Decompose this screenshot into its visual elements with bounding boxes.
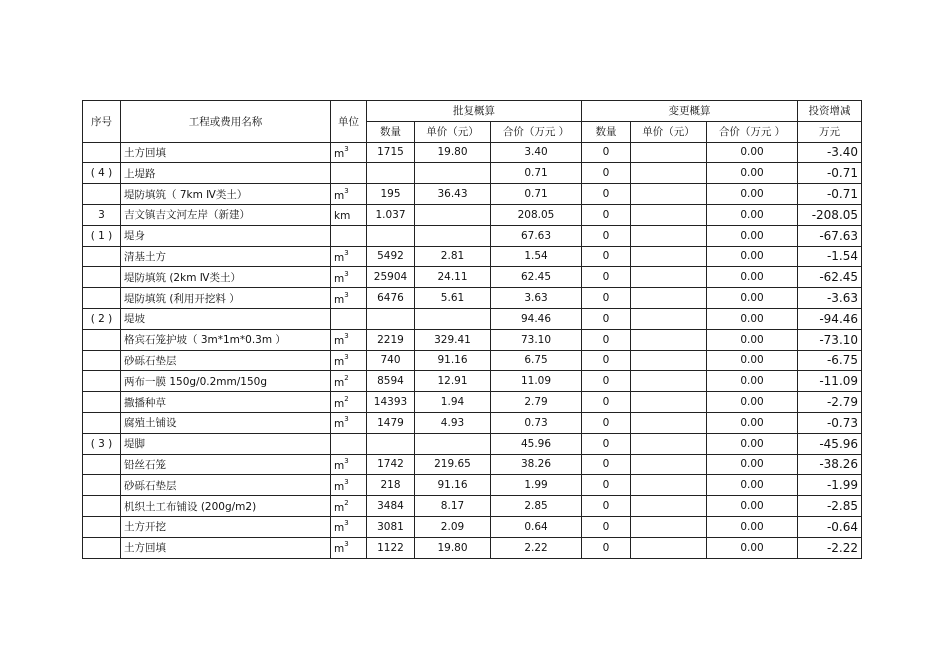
- row-qty-changed: 0: [582, 475, 631, 496]
- row-qty: 1715: [367, 142, 415, 163]
- row-price: 8.17: [415, 496, 491, 517]
- unit-exponent: 3: [344, 186, 349, 195]
- unit-exponent: 3: [344, 477, 349, 486]
- row-seq: [83, 246, 121, 267]
- row-total: 3.40: [491, 142, 582, 163]
- row-qty: 1742: [367, 454, 415, 475]
- row-seq: ( 2 ): [83, 308, 121, 329]
- header-qty-changed: 数量: [582, 121, 631, 142]
- row-diff: -11.09: [798, 371, 862, 392]
- row-qty-changed: 0: [582, 288, 631, 309]
- row-price-changed: [631, 204, 707, 225]
- row-seq: [83, 142, 121, 163]
- row-price: 2.09: [415, 516, 491, 537]
- unit-exponent: 3: [344, 540, 349, 549]
- row-price: 91.16: [415, 475, 491, 496]
- header-approved: 批复概算: [367, 101, 582, 122]
- row-qty-changed: 0: [582, 454, 631, 475]
- row-qty: 1.037: [367, 204, 415, 225]
- row-seq: [83, 329, 121, 350]
- unit-text: m: [334, 293, 345, 306]
- row-name: 堤身: [121, 225, 331, 246]
- row-price-changed: [631, 288, 707, 309]
- row-seq: [83, 454, 121, 475]
- row-name: 土方回填: [121, 142, 331, 163]
- row-qty: 6476: [367, 288, 415, 309]
- table-row: [83, 454, 862, 475]
- row-total-changed: 0.00: [707, 412, 798, 433]
- unit-exponent: 3: [344, 144, 349, 153]
- row-qty: 3484: [367, 496, 415, 517]
- row-total: 2.22: [491, 537, 582, 558]
- row-total-changed: 0.00: [707, 163, 798, 184]
- header-delta-unit: 万元: [798, 121, 862, 142]
- table-row: [83, 350, 862, 371]
- row-qty-changed: 0: [582, 142, 631, 163]
- row-price-changed: [631, 142, 707, 163]
- row-seq: ( 3 ): [83, 433, 121, 454]
- row-total: 3.63: [491, 288, 582, 309]
- row-name: 清基土方: [121, 246, 331, 267]
- row-qty-changed: 0: [582, 392, 631, 413]
- row-price: 19.80: [415, 537, 491, 558]
- row-name: 腐殖土铺设: [121, 412, 331, 433]
- row-total: 94.46: [491, 308, 582, 329]
- row-price-changed: [631, 371, 707, 392]
- row-price-changed: [631, 516, 707, 537]
- row-unit: [331, 433, 367, 454]
- header-seq: 序号: [83, 101, 121, 143]
- row-diff: -45.96: [798, 433, 862, 454]
- row-diff: -0.73: [798, 412, 862, 433]
- row-name: 堤防填筑 (2km Ⅳ类土）: [121, 267, 331, 288]
- row-total-changed: 0.00: [707, 392, 798, 413]
- row-diff: -62.45: [798, 267, 862, 288]
- unit-text: m: [334, 501, 345, 514]
- row-qty-changed: 0: [582, 163, 631, 184]
- unit-text: m: [334, 418, 345, 431]
- row-price: [415, 308, 491, 329]
- unit-text: m: [334, 147, 345, 160]
- row-price-changed: [631, 184, 707, 205]
- row-qty: 8594: [367, 371, 415, 392]
- row-price-changed: [631, 267, 707, 288]
- unit-exponent: 2: [344, 498, 349, 507]
- row-total-changed: 0.00: [707, 308, 798, 329]
- row-price: 1.94: [415, 392, 491, 413]
- row-qty-changed: 0: [582, 433, 631, 454]
- table-row: [83, 516, 862, 537]
- row-seq: [83, 516, 121, 537]
- row-name: 堤脚: [121, 433, 331, 454]
- table-row: [83, 225, 862, 246]
- row-qty-changed: 0: [582, 204, 631, 225]
- header-delta: 投资增减: [798, 101, 862, 122]
- unit-exponent: 3: [344, 332, 349, 341]
- row-total: 73.10: [491, 329, 582, 350]
- row-qty-changed: 0: [582, 246, 631, 267]
- row-total-changed: 0.00: [707, 267, 798, 288]
- row-total-changed: 0.00: [707, 496, 798, 517]
- table-row: [83, 433, 862, 454]
- row-name: 堤防填筑（ 7km Ⅳ类土）: [121, 184, 331, 205]
- table-row: [83, 537, 862, 558]
- header-changed: 变更概算: [582, 101, 798, 122]
- row-diff: -67.63: [798, 225, 862, 246]
- unit-text: m: [334, 355, 345, 368]
- row-total-changed: 0.00: [707, 433, 798, 454]
- table-row: [83, 329, 862, 350]
- row-diff: -3.63: [798, 288, 862, 309]
- table-body: [83, 142, 862, 558]
- row-total: 38.26: [491, 454, 582, 475]
- header-unit: 单位: [331, 101, 367, 143]
- row-qty: 740: [367, 350, 415, 371]
- row-price: 329.41: [415, 329, 491, 350]
- table-row: [83, 142, 862, 163]
- unit-text: m: [334, 272, 345, 285]
- row-total-changed: 0.00: [707, 475, 798, 496]
- row-qty-changed: 0: [582, 267, 631, 288]
- row-unit: [331, 516, 367, 537]
- table-row: [83, 475, 862, 496]
- row-diff: -2.22: [798, 537, 862, 558]
- row-total-changed: 0.00: [707, 537, 798, 558]
- row-unit: [331, 454, 367, 475]
- header-qty: 数量: [367, 121, 415, 142]
- row-qty-changed: 0: [582, 329, 631, 350]
- row-name: 铅丝石笼: [121, 454, 331, 475]
- unit-text: m: [334, 189, 345, 202]
- row-price-changed: [631, 308, 707, 329]
- header-name: 工程或费用名称: [121, 101, 331, 143]
- row-total: 6.75: [491, 350, 582, 371]
- row-price-changed: [631, 454, 707, 475]
- unit-exponent: 3: [344, 519, 349, 528]
- row-unit: [331, 308, 367, 329]
- row-total-changed: 0.00: [707, 225, 798, 246]
- unit-exponent: 2: [344, 394, 349, 403]
- row-diff: -0.71: [798, 184, 862, 205]
- row-total: 2.85: [491, 496, 582, 517]
- row-unit: [331, 204, 367, 225]
- row-diff: -2.85: [798, 496, 862, 517]
- row-name: 砂砾石垫层: [121, 350, 331, 371]
- row-qty-changed: 0: [582, 412, 631, 433]
- row-name: 砂砾石垫层: [121, 475, 331, 496]
- row-total-changed: 0.00: [707, 516, 798, 537]
- row-price-changed: [631, 350, 707, 371]
- row-price: [415, 163, 491, 184]
- row-seq: [83, 288, 121, 309]
- row-total-changed: 0.00: [707, 246, 798, 267]
- table-row: [83, 288, 862, 309]
- header-total: 合价（万元 ）: [491, 121, 582, 142]
- row-qty: 1479: [367, 412, 415, 433]
- row-seq: [83, 496, 121, 517]
- row-diff: -3.40: [798, 142, 862, 163]
- row-qty-changed: 0: [582, 371, 631, 392]
- row-price-changed: [631, 537, 707, 558]
- row-qty: 5492: [367, 246, 415, 267]
- row-unit: [331, 475, 367, 496]
- row-qty: 25904: [367, 267, 415, 288]
- row-qty-changed: 0: [582, 350, 631, 371]
- row-total-changed: 0.00: [707, 184, 798, 205]
- row-total-changed: 0.00: [707, 204, 798, 225]
- row-price: 4.93: [415, 412, 491, 433]
- header-total-changed: 合价（万元 ）: [707, 121, 798, 142]
- row-total: 11.09: [491, 371, 582, 392]
- row-diff: -2.79: [798, 392, 862, 413]
- unit-text: km: [334, 210, 351, 223]
- table-row: [83, 392, 862, 413]
- unit-text: m: [334, 543, 345, 556]
- unit-text: m: [334, 335, 345, 348]
- table-row: [83, 412, 862, 433]
- row-name: 两布一膜 150g/0.2mm/150g: [121, 371, 331, 392]
- row-name: 堤防填筑 (利用开挖料 ）: [121, 288, 331, 309]
- row-seq: ( 4 ): [83, 163, 121, 184]
- row-total-changed: 0.00: [707, 329, 798, 350]
- unit-exponent: 3: [344, 248, 349, 257]
- row-diff: -6.75: [798, 350, 862, 371]
- row-price: 19.80: [415, 142, 491, 163]
- row-unit: [331, 246, 367, 267]
- row-price-changed: [631, 412, 707, 433]
- unit-exponent: 3: [344, 415, 349, 424]
- row-total: 45.96: [491, 433, 582, 454]
- row-qty: 2219: [367, 329, 415, 350]
- header-price-changed: 单价（元）: [631, 121, 707, 142]
- unit-exponent: 3: [344, 352, 349, 361]
- row-unit: [331, 350, 367, 371]
- row-unit: [331, 142, 367, 163]
- row-seq: 3: [83, 204, 121, 225]
- row-name: 土方回填: [121, 537, 331, 558]
- row-unit: [331, 288, 367, 309]
- row-unit: [331, 392, 367, 413]
- row-total: 208.05: [491, 204, 582, 225]
- row-qty: [367, 163, 415, 184]
- header-price: 单价（元）: [415, 121, 491, 142]
- table-row: [83, 308, 862, 329]
- row-total: 0.71: [491, 184, 582, 205]
- row-price-changed: [631, 475, 707, 496]
- row-total-changed: 0.00: [707, 454, 798, 475]
- row-diff: -208.05: [798, 204, 862, 225]
- row-diff: -1.99: [798, 475, 862, 496]
- row-price-changed: [631, 496, 707, 517]
- row-diff: -38.26: [798, 454, 862, 475]
- row-total: 0.64: [491, 516, 582, 537]
- row-seq: [83, 371, 121, 392]
- row-price: [415, 433, 491, 454]
- row-total: 67.63: [491, 225, 582, 246]
- row-unit: [331, 329, 367, 350]
- table-row: [83, 246, 862, 267]
- row-total: 62.45: [491, 267, 582, 288]
- row-seq: [83, 350, 121, 371]
- row-price: 12.91: [415, 371, 491, 392]
- row-unit: [331, 225, 367, 246]
- row-seq: [83, 475, 121, 496]
- table-row: [83, 184, 862, 205]
- unit-text: m: [334, 251, 345, 264]
- row-price-changed: [631, 329, 707, 350]
- row-diff: -94.46: [798, 308, 862, 329]
- unit-text: m: [334, 376, 345, 389]
- row-price-changed: [631, 433, 707, 454]
- row-diff: -0.64: [798, 516, 862, 537]
- unit-exponent: 3: [344, 269, 349, 278]
- row-total-changed: 0.00: [707, 350, 798, 371]
- row-qty: 218: [367, 475, 415, 496]
- row-total: 0.73: [491, 412, 582, 433]
- row-seq: [83, 184, 121, 205]
- row-total-changed: 0.00: [707, 371, 798, 392]
- row-price-changed: [631, 392, 707, 413]
- row-qty: 14393: [367, 392, 415, 413]
- row-total-changed: 0.00: [707, 142, 798, 163]
- row-unit: [331, 537, 367, 558]
- row-qty: [367, 433, 415, 454]
- row-price: [415, 225, 491, 246]
- row-seq: [83, 412, 121, 433]
- unit-text: m: [334, 459, 345, 472]
- row-qty-changed: 0: [582, 537, 631, 558]
- row-seq: [83, 537, 121, 558]
- unit-exponent: 3: [344, 456, 349, 465]
- row-qty: [367, 308, 415, 329]
- unit-text: m: [334, 397, 345, 410]
- row-seq: [83, 267, 121, 288]
- budget-table: [82, 100, 862, 559]
- row-name: 吉文镇吉文河左岸（新建）: [121, 204, 331, 225]
- row-qty: [367, 225, 415, 246]
- unit-exponent: 2: [344, 373, 349, 382]
- row-name: 机织土工布铺设 (200g/m2): [121, 496, 331, 517]
- unit-text: m: [334, 480, 345, 493]
- row-total: 0.71: [491, 163, 582, 184]
- row-qty-changed: 0: [582, 308, 631, 329]
- row-unit: [331, 184, 367, 205]
- table-row: [83, 204, 862, 225]
- row-diff: -73.10: [798, 329, 862, 350]
- row-total: 1.54: [491, 246, 582, 267]
- row-price: 219.65: [415, 454, 491, 475]
- row-price: 5.61: [415, 288, 491, 309]
- row-qty-changed: 0: [582, 516, 631, 537]
- row-price-changed: [631, 246, 707, 267]
- row-unit: [331, 412, 367, 433]
- unit-text: m: [334, 522, 345, 535]
- table-row: [83, 163, 862, 184]
- row-unit: [331, 496, 367, 517]
- row-diff: -0.71: [798, 163, 862, 184]
- row-price: 36.43: [415, 184, 491, 205]
- table-header: [83, 101, 862, 143]
- row-total: 1.99: [491, 475, 582, 496]
- unit-exponent: 3: [344, 290, 349, 299]
- row-price-changed: [631, 163, 707, 184]
- row-seq: ( 1 ): [83, 225, 121, 246]
- row-qty: 3081: [367, 516, 415, 537]
- row-diff: -1.54: [798, 246, 862, 267]
- row-qty: 195: [367, 184, 415, 205]
- row-price: [415, 204, 491, 225]
- row-seq: [83, 392, 121, 413]
- row-total: 2.79: [491, 392, 582, 413]
- row-name: 上堤路: [121, 163, 331, 184]
- row-name: 撒播种草: [121, 392, 331, 413]
- row-price: 91.16: [415, 350, 491, 371]
- row-qty: 1122: [367, 537, 415, 558]
- row-price: 24.11: [415, 267, 491, 288]
- row-price-changed: [631, 225, 707, 246]
- row-name: 堤坡: [121, 308, 331, 329]
- row-price: 2.81: [415, 246, 491, 267]
- table-row: [83, 496, 862, 517]
- table-row: [83, 371, 862, 392]
- row-name: 格宾石笼护坡（ 3m*1m*0.3m ）: [121, 329, 331, 350]
- row-total-changed: 0.00: [707, 288, 798, 309]
- row-name: 土方开挖: [121, 516, 331, 537]
- row-qty-changed: 0: [582, 225, 631, 246]
- row-unit: [331, 371, 367, 392]
- row-unit: [331, 267, 367, 288]
- row-unit: [331, 163, 367, 184]
- row-qty-changed: 0: [582, 184, 631, 205]
- row-qty-changed: 0: [582, 496, 631, 517]
- table-row: [83, 267, 862, 288]
